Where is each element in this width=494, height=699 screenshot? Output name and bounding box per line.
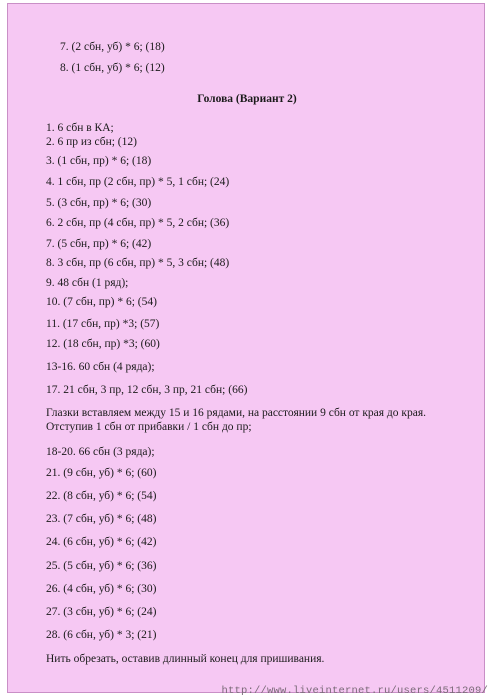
watermark-url: http://www.liveinternet.ru/users/4511209/: [221, 685, 488, 697]
pattern-row: 4. 1 сбн, пр (2 сбн, пр) * 5, 1 сбн; (24): [46, 176, 230, 188]
pattern-row: 2. 6 пр из сбн; (12): [46, 136, 137, 148]
pattern-row: 7. (2 сбн, уб) * 6; (18): [60, 41, 165, 53]
final-instruction: Нить обрезать, оставив длинный конец для пришивания.: [46, 653, 325, 665]
pattern-row: 10. (7 сбн, пр) * 6; (54): [46, 296, 157, 308]
pattern-row: 12. (18 сбн, пр) *3; (60): [46, 338, 160, 350]
pattern-row: 11. (17 сбн, пр) *3; (57): [46, 318, 160, 330]
pattern-row: 18-20. 66 сбн (3 ряда);: [46, 446, 155, 458]
pattern-row: 28. (6 сбн, уб) * 3; (21): [46, 629, 157, 641]
pattern-row: 17. 21 сбн, 3 пр, 12 сбн, 3 пр, 21 сбн; (66): [46, 384, 248, 396]
pattern-row: 24. (6 сбн, уб) * 6; (42): [46, 536, 157, 548]
pattern-row: 9. 48 сбн (1 ряд);: [46, 277, 129, 289]
pattern-row: 8. (1 сбн, уб) * 6; (12): [60, 62, 165, 74]
pattern-row: 23. (7 сбн, уб) * 6; (48): [46, 513, 157, 525]
note-line: Глазки вставляем между 15 и 16 рядами, на расстоянии 9 сбн от края до края.: [46, 407, 427, 419]
pattern-row: 3. (1 сбн, пр) * 6; (18): [46, 155, 152, 167]
pattern-row: 6. 2 сбн, пр (4 сбн, пр) * 5, 2 сбн; (36): [46, 217, 230, 229]
pattern-row: 21. (9 сбн, уб) * 6; (60): [46, 467, 157, 479]
section-heading: Голова (Вариант 2): [197, 93, 297, 105]
pattern-row: 26. (4 сбн, уб) * 6; (30): [46, 583, 157, 595]
note-line: Отступив 1 сбн от прибавки / 1 сбн до пр;: [46, 421, 252, 433]
pattern-row: 7. (5 сбн, пр) * 6; (42): [46, 238, 152, 250]
pattern-row: 8. 3 сбн, пр (6 сбн, пр) * 5, 3 сбн; (48): [46, 257, 230, 269]
pattern-row: 1. 6 сбн в КА;: [46, 122, 114, 134]
pattern-row: 5. (3 сбн, пр) * 6; (30): [46, 197, 152, 209]
pattern-row: 22. (8 сбн, уб) * 6; (54): [46, 490, 157, 502]
pattern-row: 27. (3 сбн, уб) * 6; (24): [46, 606, 157, 618]
pattern-row: 25. (5 сбн, уб) * 6; (36): [46, 560, 157, 572]
pattern-row: 13-16. 60 сбн (4 ряда);: [46, 361, 155, 373]
